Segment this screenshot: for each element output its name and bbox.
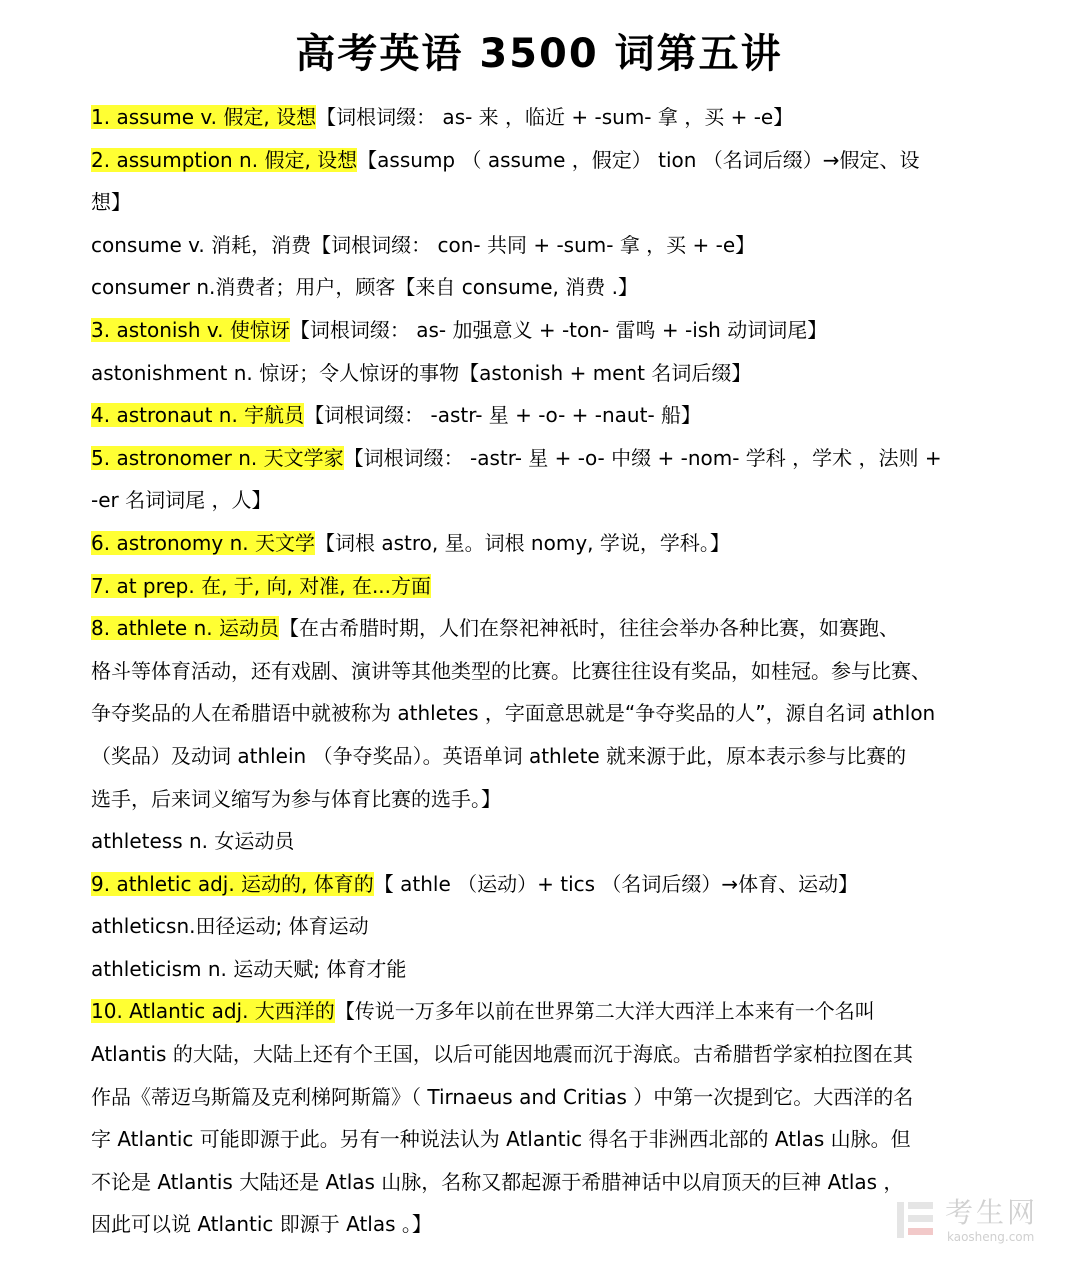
watermark-name: 考生网 [945,1196,1039,1229]
entry-line [91,352,986,395]
entry-line [91,139,986,182]
entry-line [91,309,986,352]
entry-text: 因此可以说 Atlantic 即源于 Atlas 。】 [91,1212,432,1237]
entry-headword: 6. astronomy n. 天文学 [91,530,315,555]
entry-text: consume v. 消耗，消费【词根词缀： con- 共同 + -sum- 拿 ，买 + -e】 [91,232,756,257]
entry-text: 【在古希腊时期，人们在祭祀神祇时，往往会举办各种比赛，如赛跑、 [278,616,899,641]
entry-text: 【 athle （运动）+ tics （名词后缀）→体育、运动】 [373,871,859,896]
entry-text: 想】 [91,190,131,215]
entry-line [91,394,986,437]
entry-text: 选手，后来词义缩写为参与体育比赛的选手。】 [91,786,501,811]
entry-line [91,607,986,650]
entry-line [91,820,986,863]
entry-headword: 10. Atlantic adj. 大西洋的 [91,999,335,1024]
entry-headword: 4. astronaut n. 宇航员 [91,403,305,428]
kaosheng-logo-icon [895,1198,935,1242]
entry-headword: 3. astonish v. 使惊讶 [91,317,290,342]
entry-text: 【词根 astro, 星。词根 nomy, 学说，学科。】 [314,530,730,555]
entry-line [91,1161,986,1204]
entry-line [91,181,986,224]
entry-text: -er 名词词尾 ，人】 [91,488,272,513]
entry-line [91,479,986,522]
entry-line [91,863,986,906]
entry-text: 格斗等体育活动，还有戏剧、演讲等其他类型的比赛。比赛往往设有奖品，如桂冠。参与比赛、 [91,658,931,683]
entry-text: 【词根词缀： as- 来 ，临近 + -sum- 拿 ，买 + -e】 [316,105,794,129]
entry-text: athleticsn.田径运动; 体育运动 [91,914,369,939]
entry-line [91,522,986,565]
entry-text: astonishment n. 惊讶；令人惊讶的事物【astonish + ment 名词后缀】 [91,360,752,385]
watermark [895,1196,1065,1246]
page-title: 高考英语 3500 词第五讲 [295,31,783,77]
entry-line [91,948,986,991]
entry-text: （奖品）及动词 athlein （争夺奖品）。英语单词 athlete 就来源于此，原本表示参与比赛的 [91,743,907,768]
vocabulary-list [91,96,986,1246]
entry-headword: 2. assumption n. 假定, 设想 [91,147,358,172]
entry-headword: 8. athlete n. 运动员 [91,616,279,641]
entry-headword: 1. assume v. 假定, 设想 [91,105,317,129]
entry-line [91,224,986,267]
entry-text: athletess n. 女运动员 [91,829,295,854]
entry-line [91,1203,986,1246]
entry-text: 不论是 Atlantis 大陆还是 Atlas 山脉，名称又都起源于希腊神话中以肩顶天的巨神 Atlas ， [91,1169,904,1194]
entry-line [91,990,986,1033]
entry-text: 【词根词缀： as- 加强意义 + -ton- 雷鸣 + -ish 动词词尾】 [289,317,828,342]
entry-text: 【传说一万多年以前在世界第二大洋大西洋上本来有一个名叫 [334,999,875,1024]
entry-text: Atlantis 的大陆，大陆上还有个王国，以后可能因地震而沉于海底。古希腊哲学家柏拉图在其 [91,1042,913,1067]
entry-line [91,692,986,735]
entry-line [91,96,986,139]
entry-text: 【assump （ assume ，假定） tion （名词后缀）→假定、设 [357,147,920,172]
entry-line [91,1118,986,1161]
entry-text: 【词根词缀： -astr- 星 + -o- 中缀 + -nom- 学科 ，学术 ，法则 + [343,445,942,470]
entry-text: consumer n.消费者；用户，顾客【来自 consume, 消费 .】 [91,275,638,300]
entry-line [91,735,986,778]
entry-line [91,650,986,693]
entry-text: 字 Atlantic 可能即源于此。另有一种说法认为 Atlantic 得名于非洲西北部的 Atlas 山脉。但 [91,1127,911,1152]
entry-headword: 5. astronomer n. 天文学家 [91,445,344,470]
entry-line [91,778,986,821]
watermark-url: kaosheng.com [947,1230,1035,1244]
entry-line [91,437,986,480]
entry-text: 争夺奖品的人在希腊语中就被称为 athletes ，字面意思就是“争夺奖品的人”，源自名词 athlon [91,701,936,726]
entry-line [91,266,986,309]
entry-line [91,1076,986,1119]
entry-line [91,905,986,948]
entry-line [91,1033,986,1076]
entry-headword: 9. athletic adj. 运动的, 体育的 [91,871,374,896]
entry-text: athleticism n. 运动天赋; 体育才能 [91,956,407,981]
entry-text: 作品《蒂迈乌斯篇及克利梯阿斯篇》（ Tirnaeus and Critias ）中第一次提到它。大西洋的名 [91,1084,914,1109]
entry-headword: 7. at prep. 在, 于, 向, 对准, 在...方面 [91,573,432,598]
entry-text: 【词根词缀： -astr- 星 + -o- + -naut- 船】 [304,403,702,428]
entry-line [91,565,986,608]
